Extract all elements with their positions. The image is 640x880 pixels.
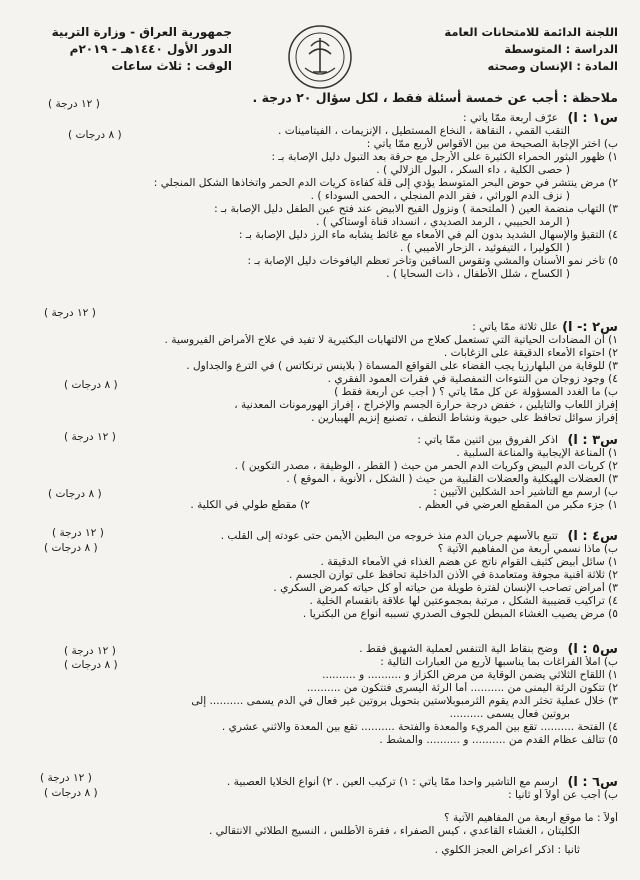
- study-level: الدراسة : المتوسطة: [504, 42, 618, 56]
- q1b-item-2: ٢) مرض ينتشر في حوض البحر المتوسط يؤدي إلى قلة كفاءة كريات الدم الحمر واتخاذها الشكل المنجلي :: [153, 177, 618, 189]
- q2b-items-1: إفراز اللعاب والتايلين ، خفض درجة حرارة الجسم والإخراج ، إفراز الهورمونات المعدنية ،: [234, 399, 618, 411]
- q3a-item-1: ١) المناعة الإيجابية والمناعة السلبية .: [456, 447, 618, 459]
- q1a-prompt: عرّف أربعة ممّا يأتي :: [463, 112, 558, 124]
- q4b-item-5: ٥) مرض يصيب الغشاء المبطن للجوف الصدري تسببه أنواع من البكتريا .: [302, 608, 618, 620]
- q4b-item-1: ١) سائل أبيض كثيف القوام ناتج عن هضم الغذاء في الأمعاء الدقيقة .: [320, 556, 618, 568]
- q6b-prompt: ب) أجب عن أولاً أو ثانياً :: [508, 789, 618, 801]
- marks-q3a: ( ١٢ درجة ): [64, 431, 116, 443]
- q5b-item-2: ٢) تتكون الرئة اليمنى من .......... أما الرئة اليسرى فتتكون من ..........: [306, 682, 618, 694]
- q4b-item-2: ٢) ثلاثة أقنية مجوفة ومتعامدة في الأذن الداخلية تحافظ على توازن الجسم .: [289, 569, 618, 581]
- q6b-second-prompt: ثانياً : اذكر أعراض العجز الكلوي .: [434, 844, 580, 856]
- q1b-options-4: ( الكوليرا ، التيفوئيد ، الزحار الأميبي ) .: [399, 242, 570, 254]
- q4b-item-4: ٤) تراكيب قضيبية الشكل ، مرتبة بمجموعتين لها علاقة بانقسام الخلية .: [309, 595, 618, 607]
- q5b-item-1: ١) اللقاح الثلاثي يضمن الوقاية من مرض الكزاز و .......... و ..........: [322, 669, 618, 681]
- q2a-prompt: علل ثلاثة ممّا يأتي :: [472, 321, 558, 333]
- q3b-option-2: ٢) مقطع طولي في الكلية .: [190, 499, 310, 511]
- question-3-label: س٣ : أ): [567, 434, 618, 447]
- q2b-prompt: ب) ما الغدد المسؤولة عن كل ممّا يأتي ؟ ( أجب عن أربعة فقط ): [334, 386, 618, 398]
- q3b-prompt: ب) ارسم مع التأشير أحد الشكلين الآتيين :: [433, 486, 618, 498]
- q3a-item-3: ٣) العضلات الهيكلية والعضلات القلبية من حيث ( الشكل ، الأنوية ، الموقع ) .: [286, 473, 618, 485]
- marks-q6b: ( ٨ درجات ): [44, 787, 98, 799]
- marks-q6a: ( ١٢ درجة ): [40, 772, 92, 784]
- q2a-item-4: ٤) وجود زوجان من النتوءات التمفصلية في فقرات العمود الفقري .: [327, 373, 618, 385]
- exam-round: الدور الأول ١٤٤٠هـ - ٢٠١٩م: [69, 42, 232, 56]
- committee-name: اللجنة الدائمة للامتحانات العامة: [444, 25, 618, 39]
- ministry-header: [32, 24, 232, 75]
- q6b-first-terms: الكليتان ، الغشاء القاعدي ، كيس الصفراء ، فقرة الأطلس ، النسيج الطلائي الانتقالي .: [208, 825, 580, 837]
- question-4-label: س٤ : أ): [567, 530, 618, 543]
- q3a-prompt: اذكر الفروق بين اثنين ممّا يأتي :: [417, 434, 558, 446]
- q5b-item-3-cont: بروتين فعال يسمى ..........: [449, 708, 570, 720]
- marks-q4a: ( ١٢ درجة ): [52, 527, 104, 539]
- q1b-options-2: ( نزف الدم الوراثي ، فقر الدم المنجلي ، الحمى السوداء ) .: [310, 190, 570, 202]
- q4b-prompt: ب) ماذا نسمي أربعة من المفاهيم الآتية ؟: [437, 543, 618, 555]
- q5b-item-4: ٤) الفتحة .......... تقع بين المريء والمعدة والفتحة .......... تقع بين المعدة والاثني عشري .: [221, 721, 618, 733]
- q1b-options-5: ( الكساح ، شلل الأطفال ، ذات السحايا ) .: [386, 268, 570, 280]
- q6b-first-prompt: أولاً : ما موقع أربعة من المفاهيم الآتية ؟: [443, 812, 618, 824]
- q5b-item-5: ٥) تتألف عظام القدم من .......... و .......... والمشط .: [379, 734, 618, 746]
- question-1-label: س١ : أ): [567, 112, 618, 125]
- marks-q4b: ( ٨ درجات ): [44, 542, 98, 554]
- committee-header: [388, 24, 618, 75]
- q1b-item-5: ٥) تأخر نمو الأسنان والمشي وتقوس الساقين وتأخر تعظم اليافوخات دليل الإصابة بـ :: [247, 255, 618, 267]
- q2a-item-2: ٢) احتواء الأمعاء الدقيقة على الزغابات .: [443, 347, 618, 359]
- q6a-prompt: ارسم مع التأشير واحداً ممّا يأتي : ١) تركيب العين . ٢) أنواع الخلايا العصبية .: [226, 776, 558, 788]
- marks-q1a: ( ١٢ درجة ): [48, 98, 100, 110]
- q1a-terms: التقب القمي ، النقاهة ، النخاع المستطيل ، الإنزيمات ، الفيتامينات .: [277, 125, 570, 137]
- q1b-item-1: ١) ظهور البثور الحمراء الكثيرة على الأرجل مع حرقة بعد التبول دليل الإصابة بـ :: [271, 151, 618, 163]
- q5b-prompt: ب) املأ الفراغات بما يناسبها لأربع من العبارات التالية :: [380, 656, 618, 668]
- q5a-prompt: وضح بنقاط آلية التنفس لعملية الشهيق فقط .: [359, 643, 558, 655]
- marks-q2a: ( ١٢ درجة ): [44, 307, 96, 319]
- marks-q5b: ( ٨ درجات ): [64, 659, 118, 671]
- q5b-item-3: ٣) خلال عملية تخثر الدم يقوم الثرمبوبلاستين بتحويل بروتين غير فعال في الدم يسمى .......... إلى: [191, 695, 618, 707]
- q2a-item-3: ٣) للوقاية من البلهارزيا يجب القضاء على القواقع المسماة ( بلاينس ترنكاتس ) في الترع والجداول .: [186, 360, 618, 372]
- ministry-name: جمهورية العراق - وزارة التربية: [51, 25, 232, 39]
- q1b-item-3: ٣) التهاب منضمة العين ( الملتحمة ) ونزول القيح الابيض عند فتح عين الطفل دليل الإصابة بـ :: [214, 203, 618, 215]
- q2b-items-2: إفراز سوائل تحافظ على حيوية ونشاط النطف ، تصنيع إنزيم الهيبارين .: [311, 412, 618, 424]
- q3b-option-1: ١) جزء مكبر من المقطع العرضي في العظم .: [418, 499, 618, 511]
- exam-instructions: ملاحظة : أجب عن خمسة أسئلة فقط ، لكل سؤال ٢٠ درجة .: [252, 90, 618, 105]
- marks-q3b: ( ٨ درجات ): [48, 488, 102, 500]
- q3a-item-2: ٢) كريات الدم البيض وكريات الدم الحمر من حيث ( القطر ، الوظيفة ، مصدر التكوين ) .: [234, 460, 618, 472]
- q1b-options-1: ( حصى الكلية ، داء السكر ، البول الزلالي ) .: [376, 164, 570, 176]
- q1b-prompt: ب) اختر الإجابة الصحيحة من بين الأقواس لأربع ممّا يأتي :: [366, 138, 618, 150]
- question-2-label: س٢ :- أ): [562, 321, 618, 334]
- q1b-options-3: ( الرمد الحبيبي ، الرمد الصديدي ، انسداد قناة أوستاكي ) .: [315, 216, 570, 228]
- marks-q2b: ( ٨ درجات ): [64, 379, 118, 391]
- question-6-label: س٦ : أ): [567, 776, 618, 789]
- q1b-item-4: ٤) التقيؤ والإسهال الشديد بدون ألم في الأمعاء مع غائط يشابه ماء الرز دليل الإصابة بـ :: [238, 229, 618, 241]
- question-5-label: س٥ : أ): [567, 643, 618, 656]
- ministry-seal-icon: [287, 24, 353, 90]
- subject-name: المادة : الإنسان وصحته: [487, 59, 618, 73]
- q2a-item-1: ١) أن المضادات الحياتية التي تستعمل كعلاج من الالتهابات البكتيرية لا تفيد في علاج الأمراض الفيروسية .: [164, 334, 618, 346]
- exam-duration: الوقت : ثلاث ساعات: [111, 59, 232, 73]
- q4b-item-3: ٣) أمراض تصاحب الإنسان لفترة طويلة من حياته أو كل حياته كمرض السكري .: [273, 582, 618, 594]
- q4a-prompt: تتبع بالأسهم جريان الدم منذ خروجه من البطين الأيمن حتى عودته إلى القلب .: [220, 530, 558, 542]
- marks-q5a: ( ١٢ درجة ): [64, 645, 116, 657]
- marks-q1b: ( ٨ درجات ): [68, 129, 122, 141]
